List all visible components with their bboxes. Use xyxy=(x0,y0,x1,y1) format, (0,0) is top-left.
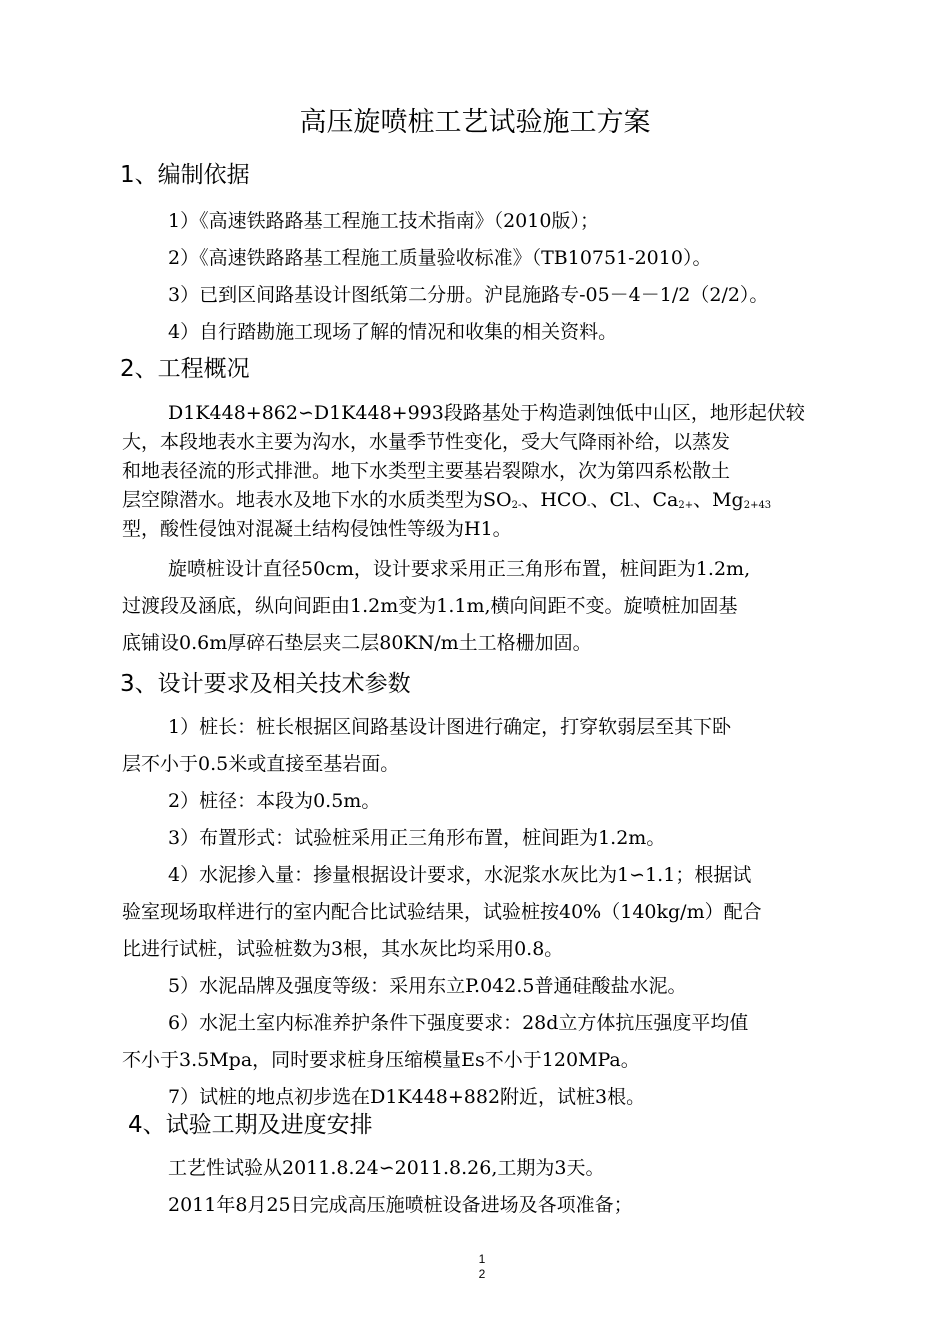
paragraph-line: 1）桩长：桩长根据区间路基设计图进行确定，打穿软弱层至其下卧 xyxy=(168,716,732,738)
paragraph-line: 过渡段及涵底，纵向间距由1.2m变为1.1m,横向间距不变。旋喷桩加固基 xyxy=(122,595,738,617)
paragraph-line: 3）布置形式：试验桩采用正三角形布置，桩间距为1.2m。 xyxy=(168,827,666,849)
paragraph-line: 层不小于0.5米或直接至基岩面。 xyxy=(122,753,400,775)
paragraph-line: 7）试桩的地点初步选在D1K448+882附近，试桩3根。 xyxy=(168,1086,646,1108)
ion-charge: 2+ xyxy=(678,500,694,511)
section-1-heading: 1、编制依据 xyxy=(120,162,250,188)
section-1-item: 1）《高速铁路路基工程施工技术指南》（2010版）； xyxy=(168,210,599,232)
section-1-list xyxy=(122,203,857,351)
paragraph-line: 5）水泥品牌及强度等级：采用东立P.042.5普通硅酸盐水泥。 xyxy=(168,975,687,997)
paragraph-line: 底铺设0.6m厚碎石垫层夹二层80KN/m土工格栅加固。 xyxy=(122,632,592,654)
paragraph-line: 旋喷桩设计直径50cm，设计要求采用正三角形布置，桩间距为1.2m, xyxy=(168,558,751,580)
section-1-item: 3）已到区间路基设计图纸第二分册。沪昆施路专-05－4－1/2（2/2）。 xyxy=(168,284,769,306)
paragraph-line-water-types xyxy=(122,486,857,515)
ion-charge: 2- xyxy=(511,500,522,511)
paragraph-line: 和地表径流的形式排泄。地下水类型主要基岩裂隙水，次为第四系松散土 xyxy=(122,460,731,482)
paragraph-line: 2011年8月25日完成高压施喷桩设备进场及各项准备； xyxy=(168,1194,633,1216)
section-4-body xyxy=(122,1150,857,1224)
section-3-heading: 3、设计要求及相关技术参数 xyxy=(120,671,411,697)
text-segment: 、Ca xyxy=(633,489,679,511)
paragraph-line: D1K448+862∽D1K448+993段路基处于构造剥蚀低中山区，地形起伏较 xyxy=(168,402,805,424)
paragraph-line: 不小于3.5Mpa，同时要求桩身压缩模量Es不小于120MPa。 xyxy=(122,1049,640,1071)
section-4-heading: 4、试验工期及进度安排 xyxy=(128,1112,373,1138)
text-segment: 层空隙潜水。地表水及地下水的水质类型为SO xyxy=(122,489,512,511)
section-3-body xyxy=(122,709,857,1116)
paragraph-line: 型，酸性侵蚀对混凝土结构侵蚀性等级为H1。 xyxy=(122,518,512,540)
paragraph-line: 6）水泥土室内标准养护条件下强度要求：28d立方体抗压强度平均值 xyxy=(168,1012,749,1034)
paragraph-line: 4）水泥掺入量：掺量根据设计要求，水泥浆水灰比为1∽1.1；根据试 xyxy=(168,864,752,886)
paragraph-line: 2）桩径：本段为0.5m。 xyxy=(168,790,381,812)
ion-charge: - xyxy=(587,500,591,511)
section-1-item: 2）《高速铁路路基工程施工质量验收标准》（TB10751-2010）。 xyxy=(168,247,712,269)
ion-charge: 2+43 xyxy=(743,500,772,511)
paragraph-line: 工艺性试验从2011.8.24∽2011.8.26,工期为3天。 xyxy=(168,1157,605,1179)
section-2-heading: 2、工程概况 xyxy=(120,356,250,382)
page-number: 1 xyxy=(478,1252,486,1266)
section-2-paragraph-1 xyxy=(122,399,857,544)
section-1-item: 4）自行踏勘施工现场了解的情况和收集的相关资料。 xyxy=(168,321,618,343)
text-segment: 、Mg xyxy=(693,489,744,511)
text-segment: 、Cl xyxy=(590,489,631,511)
ion-charge: - xyxy=(630,500,634,511)
paragraph-line: 比进行试桩，试验桩数为3根，其水灰比均采用0.8。 xyxy=(122,938,564,960)
page-total: 2 xyxy=(478,1267,486,1281)
section-2-paragraph-2 xyxy=(122,551,857,662)
document-title: 高压旋喷桩工艺试验施工方案 xyxy=(299,107,651,138)
paragraph-line: 验室现场取样进行的室内配合比试验结果，试验桩按40%（140kg/m）配合 xyxy=(122,901,762,923)
text-segment: 、HCO xyxy=(521,489,588,511)
paragraph-line: 大，本段地表水主要为沟水，水量季节性变化，受大气降雨补给，以蒸发 xyxy=(122,431,731,453)
